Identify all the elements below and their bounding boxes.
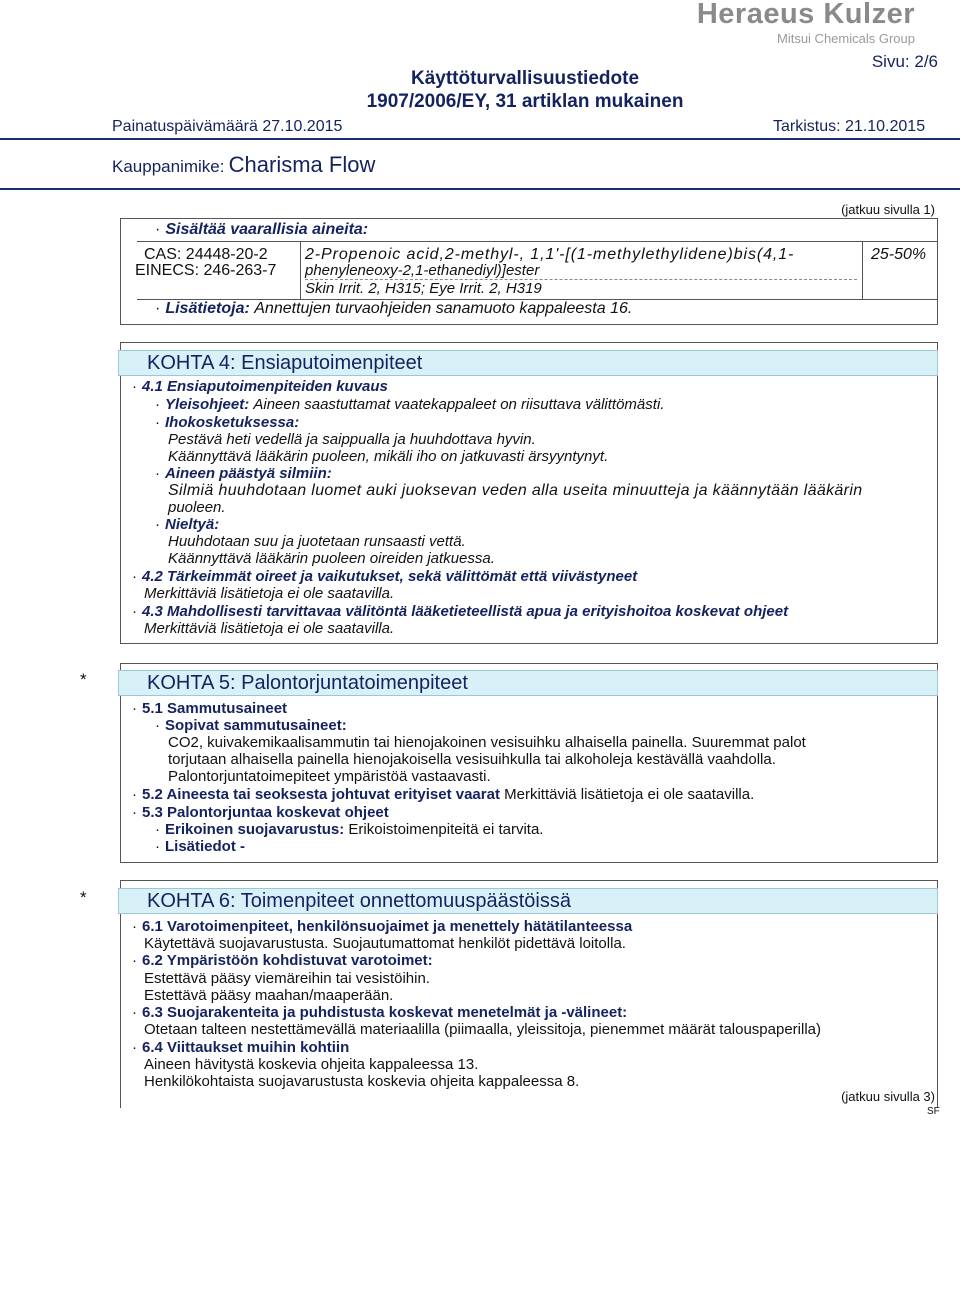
document-subtitle: 1907/2006/EY, 31 artiklan mukainen xyxy=(366,91,684,112)
s4-heading-4-1: · 4.1 Ensiaputoimenpiteiden kuvaus xyxy=(132,378,388,395)
s6-6-3-text: Otetaan talteen nestettämevällä materiaalilla (piimaalla, yleissitoja, pienemmet määrät talouspaperilla) xyxy=(144,1021,821,1038)
s5-more-info: · Lisätiedot - xyxy=(155,838,246,855)
s4-eye-1: Silmiä huuhdotaan luomet auki juoksevan veden alla useita minuutteja ja käännytään lääkärin xyxy=(168,482,863,499)
section6-change-marker: * xyxy=(80,888,87,907)
s5-suitable-3: Palontorjuntatoimepiteet ympäristöä vastaavasti. xyxy=(168,768,491,785)
section5-title: KOHTA 5: Palontorjuntatoimenpiteet xyxy=(147,672,468,694)
s6-heading-6-2: · 6.2 Ympäristöön kohdistuvat varotoimet: xyxy=(132,952,433,969)
hazard-col-divider-1 xyxy=(300,242,301,299)
s5-heading-5-3: · 5.3 Palontorjuntaa koskevat ohjeet xyxy=(132,804,389,821)
substance-name-1: 2-Propenoic acid,2-methyl-, 1,1'-[(1-methylethylidene)bis(4,1- xyxy=(305,246,795,263)
s5-heading-5-2: · 5.2 Aineesta tai seoksesta johtuvat erityiset vaarat Merkittäviä lisätietoja ei ole saatavilla. xyxy=(132,786,755,803)
s4-4-3-text: Merkittäviä lisätietoja ei ole saatavilla. xyxy=(144,620,395,637)
s6-heading-6-1: · 6.1 Varotoimenpiteet, henkilönsuojaimet ja menettely hätätilanteessa xyxy=(132,918,633,935)
section4-title: KOHTA 4: Ensiaputoimenpiteet xyxy=(147,352,423,374)
s4-swallow-label: · Nieltyä: xyxy=(155,516,220,533)
s4-swallow-1: Huuhdotaan suu ja juotetaan runsaasti vettä. xyxy=(168,533,466,550)
logo-subtitle: Mitsui Chemicals Group xyxy=(777,31,915,46)
print-date: Painatuspäivämäärä 27.10.2015 xyxy=(112,118,343,135)
product-line xyxy=(112,152,375,178)
company-logo xyxy=(696,0,925,48)
hazard-heading: · Sisältää vaarallisia aineita: xyxy=(155,221,369,238)
section5-change-marker: * xyxy=(80,670,87,689)
page-number: Sivu: 2/6 xyxy=(871,52,938,71)
s4-heading-4-3: · 4.3 Mahdollisesti tarvittavaa välitöntä lääketieteellistä apua ja erityishoitoa koskevat ohjeet xyxy=(132,603,789,620)
s6-6-4-line2: Henkilökohtaista suojavarustusta koskevia ohjeita kappaleessa 8. xyxy=(144,1073,580,1090)
s6-6-1-text: Käytettävä suojavarustusta. Suojautumattomat henkilöt pidettävä loitolla. xyxy=(144,935,626,952)
continued-from: (jatkuu sivulla 1) xyxy=(841,202,935,217)
s4-4-2-text: Merkittäviä lisätietoja ei ole saatavilla. xyxy=(144,585,395,602)
continued-to: (jatkuu sivulla 3) xyxy=(841,1089,935,1104)
s6-heading-6-4: · 6.4 Viittaukset muihin kohtiin xyxy=(132,1039,350,1056)
section6-title: KOHTA 6: Toimenpiteet onnettomuuspäästöissä xyxy=(147,890,571,912)
concentration-range: 25-50% xyxy=(871,246,927,263)
s4-skin-1: Pestävä heti vedellä ja saippualla ja huuhdottava hyvin. xyxy=(168,431,536,448)
section5-header xyxy=(118,670,938,696)
s4-general: · Yleisohjeet: Aineen saastuttamat vaatekappaleet on riisuttava välittömästi. xyxy=(155,396,665,413)
logo-brand: Heraeus Kulzer xyxy=(696,0,915,30)
hazard-extra-info: · Lisätietoja: Annettujen turvaohjeiden sanamuoto kappaleesta 16. xyxy=(155,300,633,317)
s4-skin-2: Käännyttävä lääkärin puoleen, mikäli iho on jatkuvasti ärsyyntynyt. xyxy=(168,448,609,465)
s6-6-4-line1: Aineen hävitystä koskevia ohjeita kappaleessa 13. xyxy=(144,1056,479,1073)
product-name: Charisma Flow xyxy=(228,152,376,177)
s6-6-2-line1: Estettävä pääsy viemäreihin tai vesistöihin. xyxy=(144,970,430,987)
document-title: Käyttöturvallisuustiedote xyxy=(410,68,640,89)
language-code: SF xyxy=(927,1106,940,1117)
s5-ppe: · Erikoinen suojavarustus: Erikoistoimenpiteitä ei tarvita. xyxy=(155,821,544,838)
s4-swallow-2: Käännyttävä lääkärin puoleen oireiden jatkuessa. xyxy=(168,550,495,567)
section6-header xyxy=(118,888,938,914)
s4-eye-2: puoleen. xyxy=(168,499,226,516)
s5-suitable-label: · Sopivat sammutusaineet: xyxy=(155,717,347,734)
header-rule-top xyxy=(0,138,960,140)
substance-name-2: phenyleneoxy-2,1-ethanediyl)]ester xyxy=(305,262,540,279)
s5-suitable-1: CO2, kuivakemikaalisammutin tai hienojakoinen vesisuihku alhaisella painella. Suuremmat palot xyxy=(168,734,806,751)
header-rule-bottom xyxy=(0,188,960,190)
s4-skin-label: · Ihokosketuksessa: xyxy=(155,414,300,431)
hazard-table xyxy=(137,241,937,300)
s4-eye-label: · Aineen päästyä silmiin: xyxy=(155,465,332,482)
hazard-col-divider-2 xyxy=(862,242,863,299)
section4-header xyxy=(118,350,938,376)
s6-heading-6-3: · 6.3 Suojarakenteita ja puhdistusta koskevat menetelmät ja -välineet: xyxy=(132,1004,628,1021)
s4-heading-4-2: · 4.2 Tärkeimmät oireet ja vaikutukset, sekä välittömät että viivästyneet xyxy=(132,568,638,585)
hazard-classification: Skin Irrit. 2, H315; Eye Irrit. 2, H319 xyxy=(305,280,542,297)
revision-date: Tarkistus: 21.10.2015 xyxy=(773,118,926,135)
s5-suitable-2: torjutaan alhaisella painella hienojakoisella vesisuihkulla tai alkoholeja kestävällä vaahdolla. xyxy=(168,751,776,768)
s5-heading-5-1: · 5.1 Sammutusaineet xyxy=(132,700,288,717)
product-label: Kauppanimike: xyxy=(112,157,225,176)
cas-number: CAS: 24448-20-2 xyxy=(144,246,268,263)
s6-6-2-line2: Estettävä pääsy maahan/maaperään. xyxy=(144,987,394,1004)
einecs-number: EINECS: 246-263-7 xyxy=(135,262,277,279)
